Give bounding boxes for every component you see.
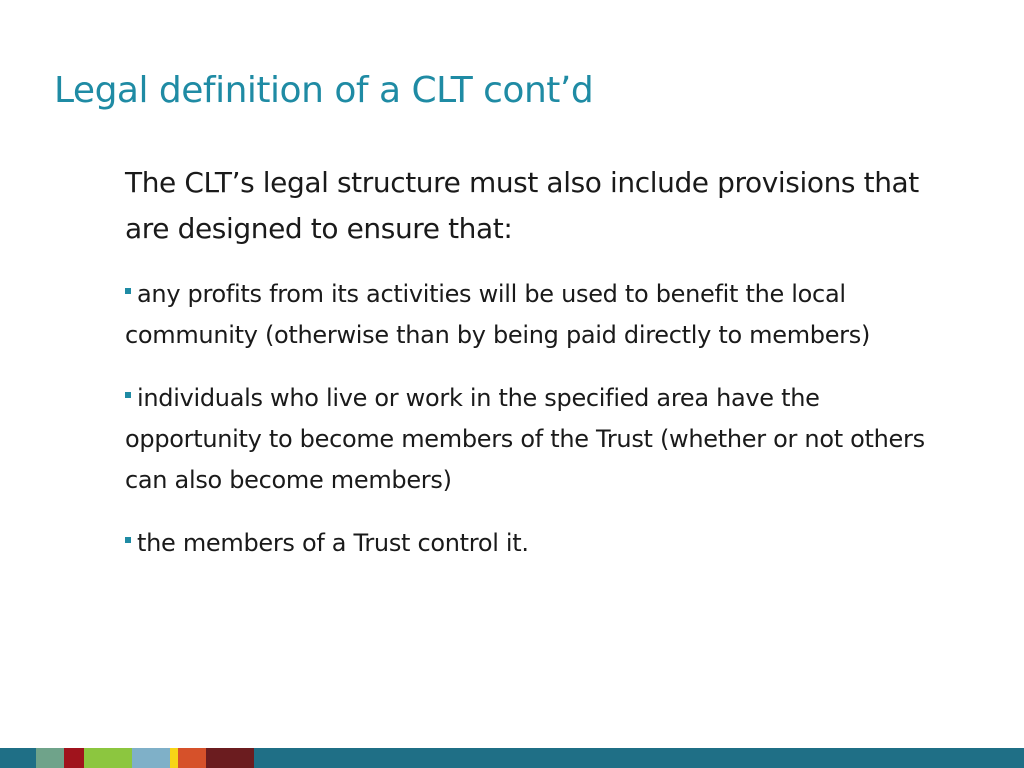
bullet-item (125, 523, 945, 564)
footer-stripe (170, 748, 178, 768)
bullet-text: the members of a Trust control it. (137, 529, 529, 557)
footer-stripe (254, 748, 1024, 768)
footer-stripe (132, 748, 170, 768)
bullet-item (125, 378, 945, 501)
footer-stripe (178, 748, 206, 768)
footer-stripe (0, 748, 36, 768)
slide-title: Legal definition of a CLT cont’d (54, 70, 594, 111)
bullet-text: any profits from its activities will be used to benefit the local community (otherwise than by being paid directly to members) (125, 280, 871, 349)
slide-body (125, 160, 945, 586)
footer-stripe (84, 748, 132, 768)
footer-stripe (64, 748, 84, 768)
footer-stripe (36, 748, 64, 768)
intro-paragraph: The CLT’s legal structure must also include provisions that are designed to ensure that: (125, 166, 919, 245)
square-bullet-icon (125, 537, 131, 543)
footer-color-bar (0, 748, 1024, 768)
bullet-item (125, 274, 945, 356)
square-bullet-icon (125, 392, 131, 398)
bullet-list (125, 274, 945, 564)
footer-stripe (206, 748, 254, 768)
bullet-text: individuals who live or work in the specified area have the opportunity to become members of the Trust (whether or not others can also become members) (125, 384, 925, 494)
square-bullet-icon (125, 288, 131, 294)
